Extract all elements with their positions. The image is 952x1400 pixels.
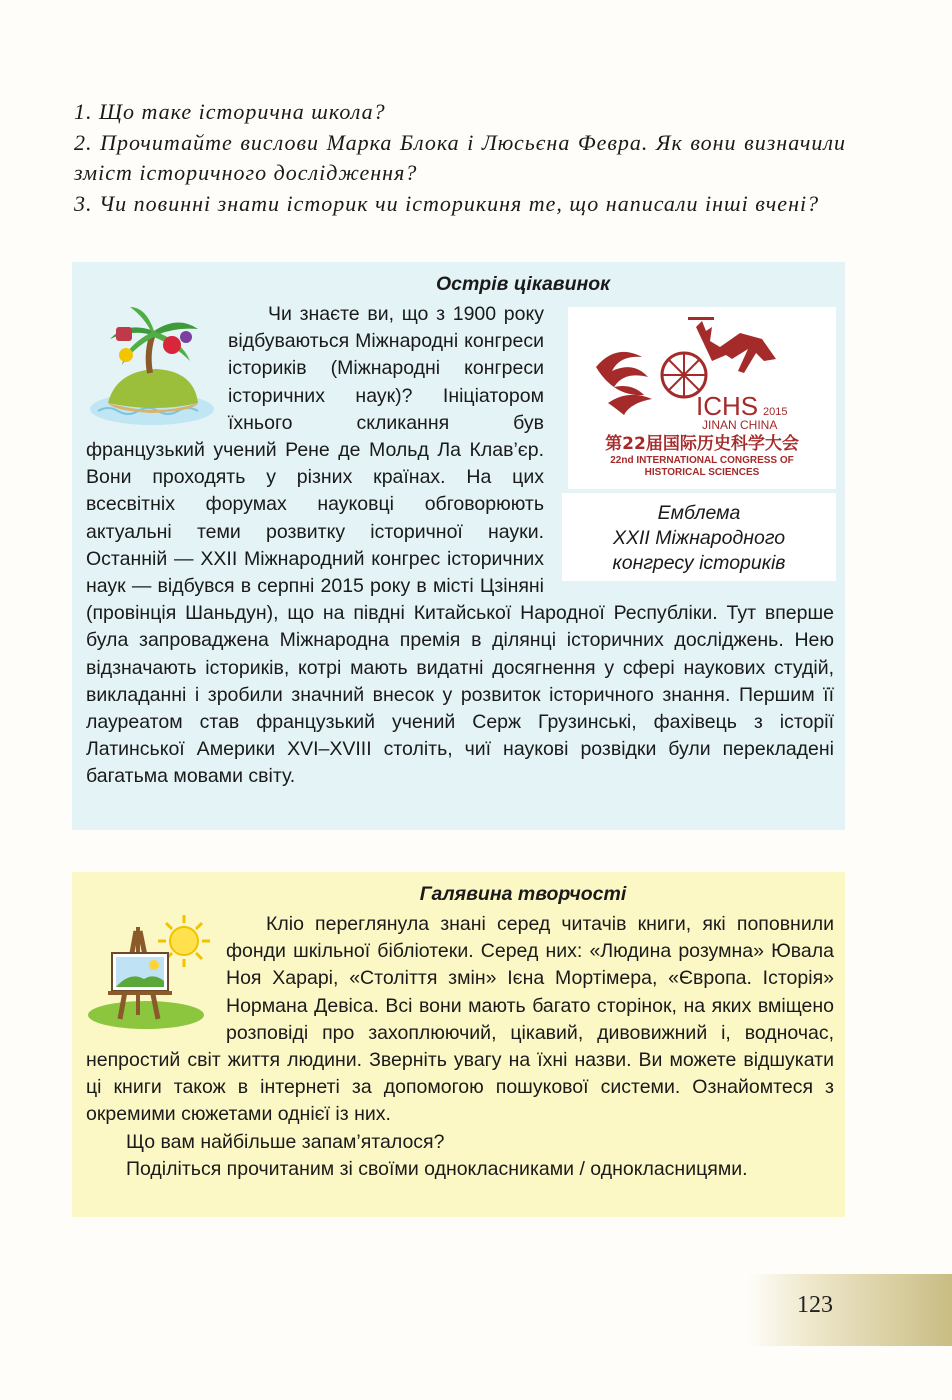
emblem-year: 2015 xyxy=(763,406,788,418)
emblem-chinese: 第22届国际历史科学大会 xyxy=(605,434,799,454)
page-number: 123 xyxy=(797,1292,833,1318)
easel-sun-icon xyxy=(86,911,220,1031)
creativity-question: Що вам найбільше запам’яталося? xyxy=(126,1130,445,1153)
creativity-text: Кліо переглянула знані серед читачів книги, які поповнили фонди шкільної бібліотеки. Серед них: «Людина розумна» Ювала Ноя Харарі, «Століття змін» Ієна Мортімера, «Європа. Історія» Нормана Девіса. Всі вони мають багато сторінок, на яких вміщено розповіді про захоплюючий, цікавий, дивовижний і, водночас, непростий світ життя людини. Зверніть увагу на їхні назви. Ви можете відшукати ці книги також в інтернеті за допомогою пошукової системи. Ознайомтеся з окремими сюжетами однієї із них. xyxy=(86,913,834,1126)
fun-facts-title: Острів цікавинок xyxy=(435,273,611,295)
fun-facts-text: Чи знаєте ви, що з 1900 року відбуваються Міжнародні конгреси істориків (Міжнародні конгреси історичних наук)? Ініціатором їхнього скликання був французький учений Рене де Мольд Ла Клав’єр. Вони проходять у різних країнах. На цих всесвітніх форумах науковці обговорюють актуальні теми розвитку історичної науки. Останній — XXII Міжнародний конгрес історичних наук — відбувся в серпні 2015 року в місті Цзіняні (провінція Шаньдун), що на півдні Китайської Народної Республіки. Тут вперше була запроваджена Міжнародна премія в ділянці історичних досліджень. Нею відзначають істориків, котрі мають видатні досягнення у сфері наукових студій, викладанні і зробили значний внесок у розвиток історичного знання. Першим її лауреатом став французький учений Серж Грузинські, фахівець з історії Латинської Америки XVI–XVIII століть, чиї наукові розвідки були перекладені багатьма мовами світу. xyxy=(86,303,834,788)
caption-line-2: XXII Міжнародного xyxy=(612,527,786,549)
emblem-city: JINAN CHINA xyxy=(702,418,778,432)
review-questions xyxy=(74,97,846,219)
emblem-ichs: ICHS xyxy=(696,391,759,421)
emblem-english-2: HISTORICAL SCIENCES xyxy=(644,467,760,478)
island-icon xyxy=(86,301,222,429)
emblem-figure xyxy=(562,307,836,581)
question-3: 3. Чи повинні знати історик чи історикиня те, що написали інші вчені? xyxy=(74,190,820,216)
question-1: 1. Що таке історична школа? xyxy=(74,99,386,124)
creativity-title: Галявина творчості xyxy=(419,883,627,905)
emblem-english-1: 22nd INTERNATIONAL CONGRESS OF xyxy=(610,455,794,466)
question-2: 2. Прочитайте вислови Марка Блока і Люсьєна Февра. Як вони визначили зміст історичного дослідження? xyxy=(74,129,846,185)
creativity-task: Поділіться прочитаним зі своїми однокласниками / однокласницями. xyxy=(126,1157,748,1180)
fun-facts-box xyxy=(72,262,845,830)
caption-line-3: конгресу істориків xyxy=(612,552,786,574)
creativity-box xyxy=(72,872,845,1217)
ichs-emblem-logo xyxy=(568,307,836,489)
caption-line-1: Емблема xyxy=(657,502,741,524)
emblem-caption xyxy=(562,493,836,581)
page-number-tab xyxy=(748,1274,952,1346)
